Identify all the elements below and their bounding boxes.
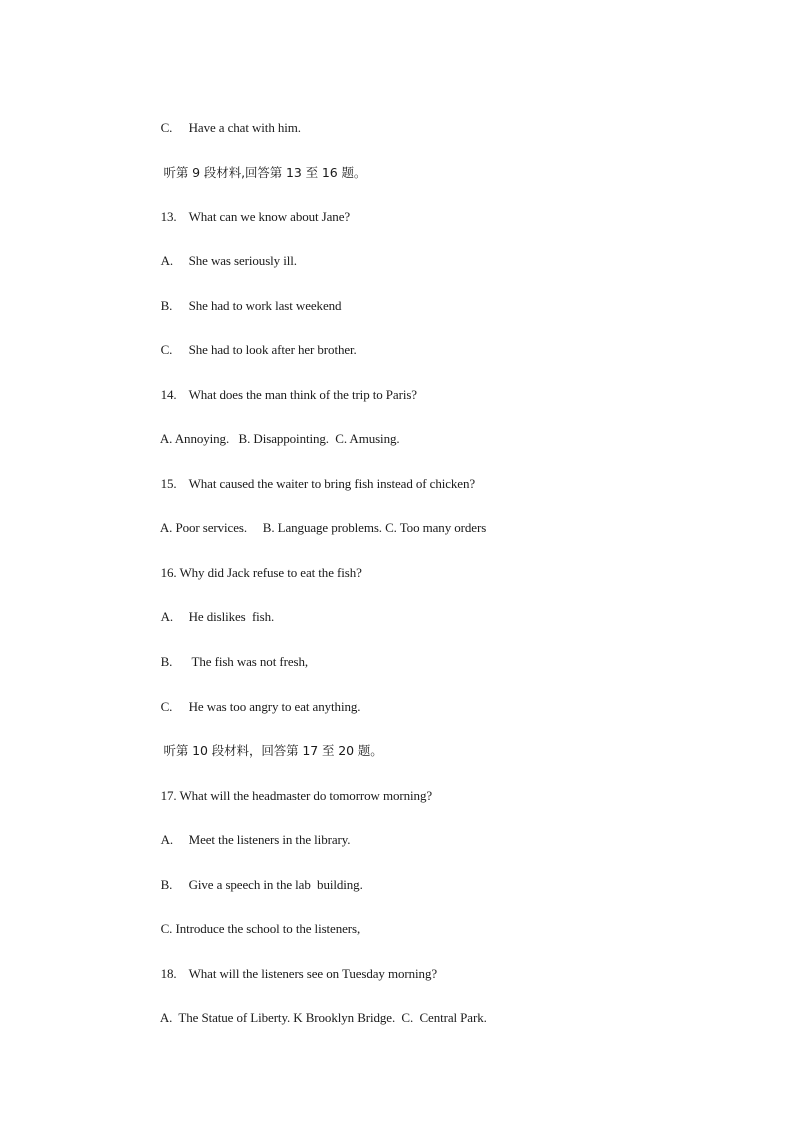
option-line	[148, 905, 360, 953]
option-label: A.	[160, 253, 174, 268]
option-line	[148, 326, 357, 374]
option-text: She had to look after her brother.	[188, 342, 357, 357]
option-label: B.	[160, 298, 173, 313]
option-line	[148, 816, 350, 864]
option-label: B.	[160, 877, 173, 892]
option-line	[148, 237, 297, 285]
section-instruction	[148, 149, 366, 197]
option-label: C.	[160, 120, 173, 135]
question-number: 18.	[160, 966, 177, 981]
options-text: A. Annoying. B. Disappointing. C. Amusing.	[159, 431, 400, 446]
options-text: A. The Statue of Liberty. K Brooklyn Bridge. C. Central Park.	[159, 1010, 487, 1025]
question-line	[148, 772, 432, 820]
option-label: C.	[160, 342, 173, 357]
option-line	[148, 683, 360, 731]
question-line	[148, 193, 350, 241]
options-inline	[148, 504, 486, 552]
instruction-text: 听第 9 段材料,回答第 13 至 16 题。	[163, 165, 367, 180]
question-text: What does the man think of the trip to Paris?	[188, 387, 417, 402]
question-line	[148, 950, 437, 998]
option-label: A.	[160, 832, 174, 847]
option-text: She was seriously ill.	[188, 253, 297, 268]
section-instruction	[148, 727, 383, 775]
option-line	[148, 638, 308, 686]
option-text: The fish was not fresh,	[188, 654, 309, 669]
option-text: Give a speech in the lab building.	[188, 877, 363, 892]
question-text: What caused the waiter to bring fish instead of chicken?	[188, 476, 476, 491]
option-text: Meet the listeners in the library.	[188, 832, 351, 847]
question-number: 14.	[160, 387, 177, 402]
question-line	[148, 549, 362, 597]
question-line	[148, 460, 475, 508]
option-text: He dislikes fish.	[188, 609, 275, 624]
option-text: Have a chat with him.	[188, 120, 301, 135]
option-text: He was too angry to eat anything.	[188, 699, 361, 714]
option-text: C. Introduce the school to the listeners,	[160, 921, 361, 936]
option-label: A.	[160, 609, 174, 624]
option-line	[148, 593, 274, 641]
option-line	[148, 104, 301, 152]
question-text: 16. Why did Jack refuse to eat the fish?	[160, 565, 362, 580]
option-line	[148, 282, 341, 330]
question-line	[148, 371, 417, 419]
instruction-text: 听第 10 段材料，回答第 17 至 20 题。	[163, 743, 383, 758]
question-text: 17. What will the headmaster do tomorrow morning?	[160, 788, 433, 803]
options-inline	[148, 994, 487, 1042]
option-text: She had to work last weekend	[188, 298, 342, 313]
question-text: What will the listeners see on Tuesday morning?	[188, 966, 438, 981]
question-number: 13.	[160, 209, 177, 224]
option-label: C.	[160, 699, 173, 714]
option-line	[148, 861, 363, 909]
options-text: A. Poor services. B. Language problems. C. Too many orders	[159, 520, 487, 535]
options-inline	[148, 415, 400, 463]
question-text: What can we know about Jane?	[188, 209, 351, 224]
question-number: 15.	[160, 476, 177, 491]
option-label: B.	[160, 654, 173, 669]
